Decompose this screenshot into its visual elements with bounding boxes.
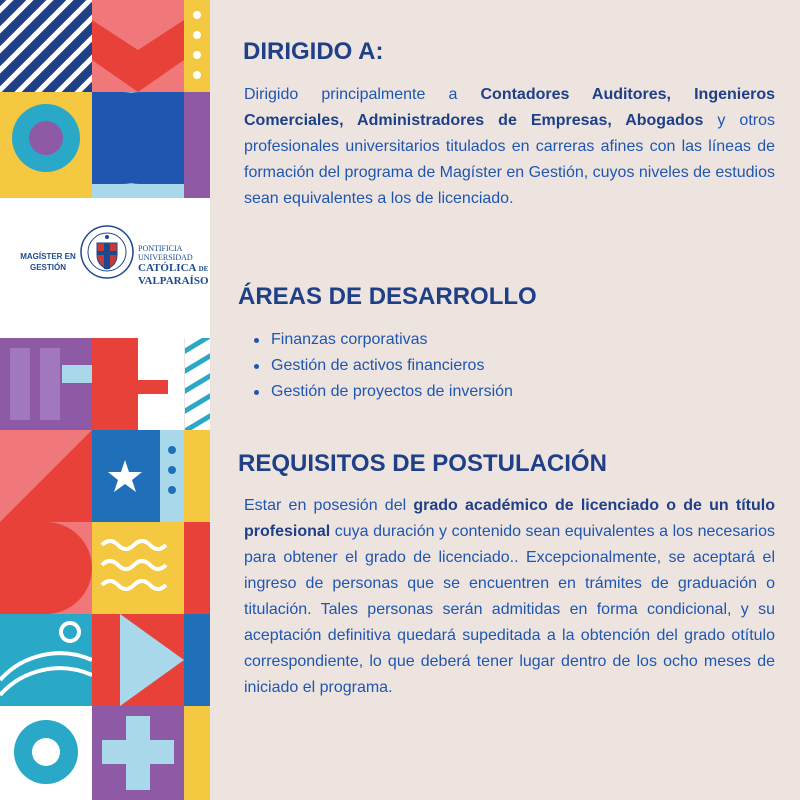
program-logo-text: MAGÍSTER EN GESTIÓN bbox=[20, 252, 76, 272]
university-seal-icon bbox=[80, 225, 134, 279]
institution-line-3 bbox=[138, 262, 210, 275]
logo-band bbox=[0, 198, 210, 338]
requisitos-text-1: Estar en posesión del bbox=[244, 497, 414, 514]
requisitos-heading: REQUISITOS DE POSTULACIÓN bbox=[238, 450, 607, 477]
requisitos-text-2: cuya duración y contenido sean equivalentes a los necesarios para obtener el grado de licenciado.. Excepcionalmente, se aceptará el ingreso de personas que se encuentren en trámites de graduación o titulación. Tales personas serán admitidas en forma condicional, y su aceptación definitiva quedará supeditada a la obtención del grado otítulo correspondiente, lo que deberá tener lugar dentro de los ocho meses de iniciado el programa. bbox=[244, 523, 775, 696]
dirigido-paragraph bbox=[244, 82, 775, 212]
decorative-pattern-strip bbox=[0, 0, 210, 800]
requisitos-paragraph bbox=[244, 493, 775, 701]
institution-line-2: UNIVERSIDAD bbox=[138, 253, 193, 262]
geometric-pattern-graphic bbox=[0, 0, 210, 800]
list-item: Gestión de activos financieros bbox=[271, 353, 513, 379]
dirigido-bold-1: Contadores Auditores, Ingenieros Comerciales, Administradores de Empresas, Abogados bbox=[244, 86, 776, 129]
list-item: Gestión de proyectos de inversión bbox=[271, 379, 513, 405]
dirigido-heading: DIRIGIDO A: bbox=[243, 38, 384, 65]
list-item: Finanzas corporativas bbox=[271, 327, 513, 353]
institution-line-1: PONTIFICIA bbox=[138, 244, 183, 253]
areas-list bbox=[271, 327, 513, 405]
requisitos-bold-1: grado académico de licenciado o de un título profesional bbox=[244, 497, 775, 540]
institution-name-catolica: CATÓLICA bbox=[138, 262, 196, 274]
dirigido-text-2: y otros profesionales universitarios titulados en carreras afines con las líneas de formación del programa de Magíster en Gestión, cuyos niveles de estudios sean equivalentes a los de licenciado. bbox=[244, 112, 776, 207]
institution-de: DE bbox=[198, 265, 209, 273]
dirigido-text-1: Dirigido principalmente a bbox=[244, 86, 481, 103]
institution-logo-text bbox=[138, 244, 210, 287]
areas-heading: ÁREAS DE DESARROLLO bbox=[238, 283, 537, 310]
institution-line-4: VALPARAÍSO bbox=[138, 275, 209, 287]
